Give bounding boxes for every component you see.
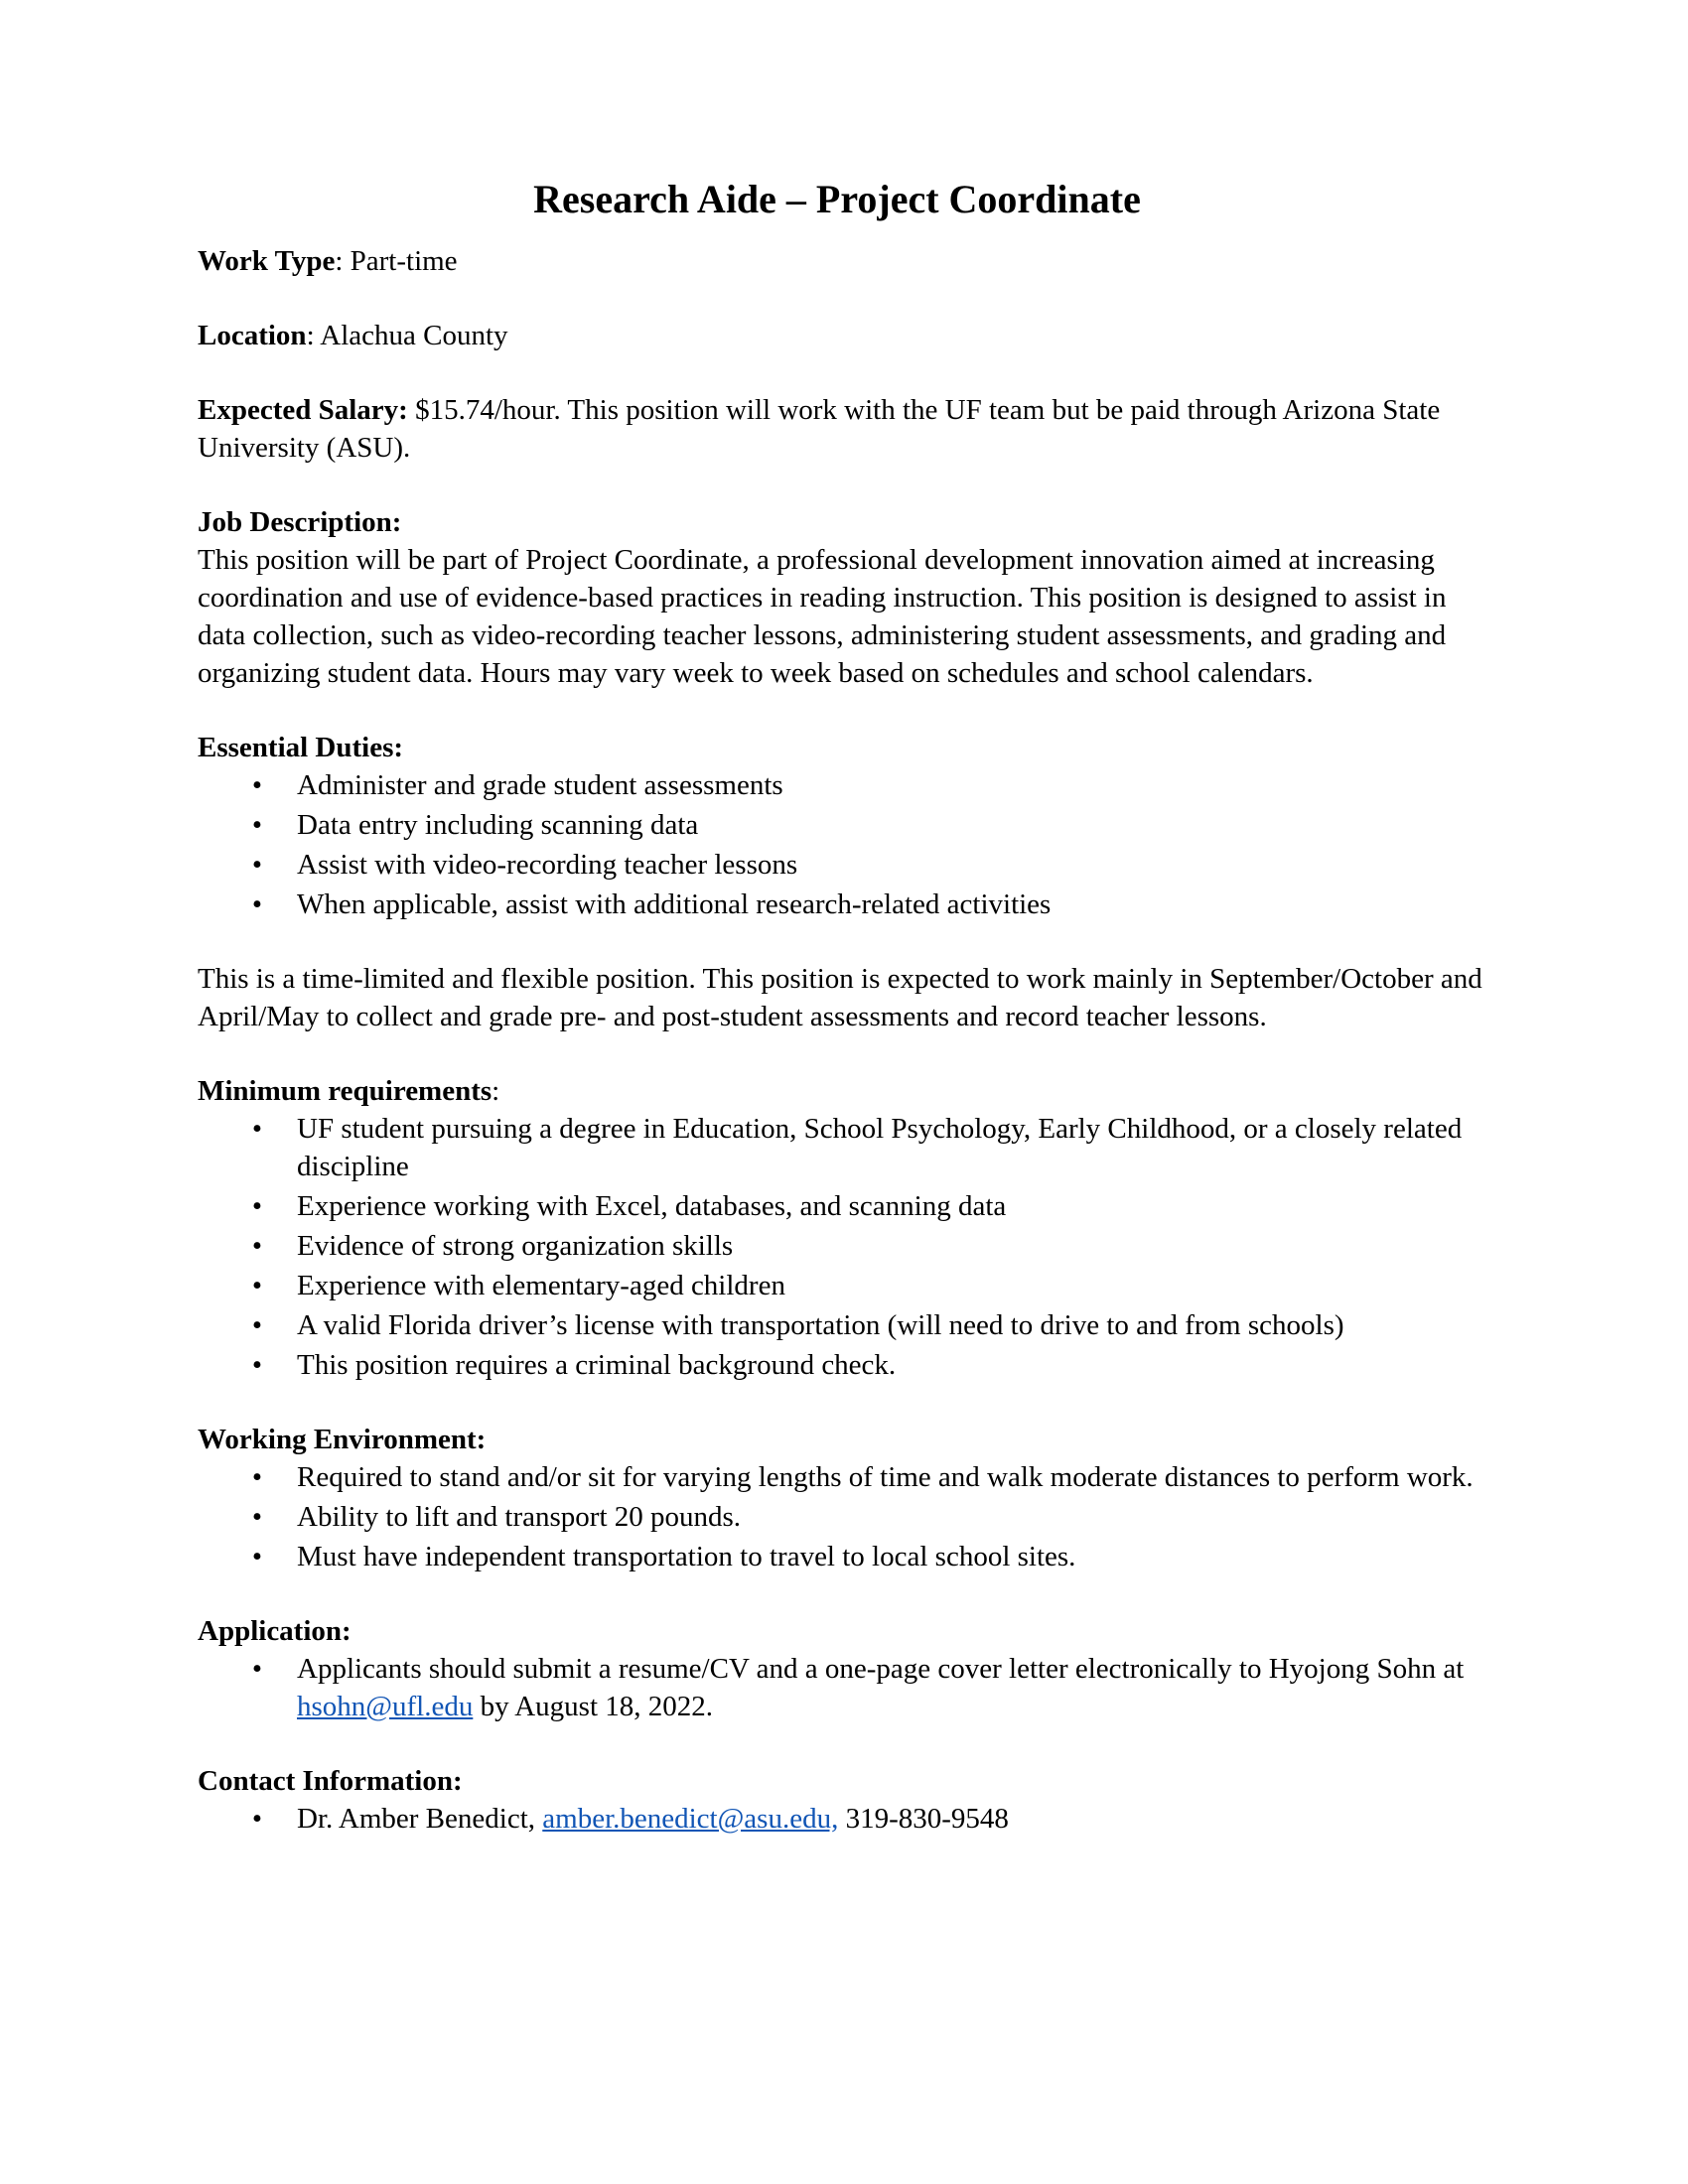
work-type-value: Part-time — [350, 245, 458, 277]
list-item — [198, 1267, 1488, 1304]
bullet-icon: • — [251, 1541, 263, 1572]
time-limited-paragraph: This is a time-limited and flexible position. This position is expected to work mainly in September/October and April/May to collect and grade pre- and post-student assessments and record teacher lessons. — [198, 963, 1482, 1032]
bullet-icon: • — [251, 1309, 263, 1341]
list-item — [198, 1346, 1488, 1384]
list-item — [198, 846, 1488, 884]
list-item — [198, 1538, 1488, 1575]
location-value: Alachua County — [320, 320, 508, 351]
job-description-heading: Job Description: — [198, 506, 402, 538]
bullet-icon: • — [251, 1461, 263, 1493]
list-item — [198, 1458, 1488, 1496]
requirement-text: UF student pursuing a degree in Education, School Psychology, Early Childhood, or a closely related discipline — [297, 1113, 1463, 1182]
list-item — [198, 766, 1488, 804]
requirement-text: This position requires a criminal background check. — [297, 1349, 897, 1381]
location-field — [198, 317, 1488, 354]
environment-text: Must have independent transportation to travel to local school sites. — [297, 1541, 1076, 1572]
salary-label: Expected Salary: — [198, 394, 408, 426]
salary-value: $15.74/hour. This position will work with the UF team but be paid through Arizona State University (ASU). — [198, 394, 1441, 464]
working-environment-list — [198, 1458, 1488, 1575]
bullet-icon: • — [251, 888, 263, 920]
duty-text: Data entry including scanning data — [297, 809, 699, 841]
bullet-icon: • — [251, 1190, 263, 1222]
duty-text: Administer and grade student assessments — [297, 769, 783, 801]
application-text-before: Applicants should submit a resume/CV and a one-page cover letter electronically to Hyojong Sohn at — [297, 1653, 1465, 1685]
contact-phone: 319-830-9548 — [838, 1803, 1009, 1835]
page-title: Research Aide – Project Coordinate — [533, 177, 1141, 221]
minimum-requirements-section — [198, 1072, 1488, 1384]
minimum-requirements-colon: : — [492, 1075, 500, 1107]
essential-duties-list — [198, 766, 1488, 923]
requirement-text: Evidence of strong organization skills — [297, 1230, 734, 1262]
essential-duties-section — [198, 729, 1488, 923]
working-environment-section — [198, 1421, 1488, 1575]
bullet-icon: • — [251, 1230, 263, 1262]
application-list — [198, 1650, 1488, 1725]
environment-text: Required to stand and/or sit for varying lengths of time and walk moderate distances to perform work. — [297, 1461, 1474, 1493]
duty-text: When applicable, assist with additional research-related activities — [297, 888, 1052, 920]
list-item — [198, 1306, 1488, 1344]
job-description-section — [198, 503, 1488, 692]
bullet-icon: • — [251, 1501, 263, 1533]
application-heading: Application: — [198, 1615, 352, 1647]
contact-list — [198, 1800, 1488, 1838]
bullet-icon: • — [251, 1803, 263, 1835]
minimum-requirements-heading: Minimum requirements — [198, 1075, 492, 1107]
list-item — [198, 1110, 1488, 1185]
duty-text: Assist with video-recording teacher lessons — [297, 849, 798, 881]
environment-text: Ability to lift and transport 20 pounds. — [297, 1501, 742, 1533]
salary-field — [198, 391, 1488, 467]
bullet-icon: • — [251, 849, 263, 881]
job-description-text: This position will be part of Project Coordinate, a professional development innovation aimed at increasing coordination and use of evidence-based practices in reading instruction. This position is designed to assist in data collection, such as video-recording teacher lessons, administering student assessments, and grading and organizing student data. Hours may vary week to week based on schedules and school calendars. — [198, 544, 1447, 689]
bullet-icon: • — [251, 809, 263, 841]
document-page — [198, 175, 1488, 1874]
bullet-icon: • — [251, 769, 263, 801]
list-item — [198, 806, 1488, 844]
requirement-text: Experience working with Excel, databases, and scanning data — [297, 1190, 1007, 1222]
contact-email-link[interactable]: amber.benedict@asu.edu, — [542, 1803, 839, 1835]
bullet-icon: • — [251, 1113, 263, 1145]
work-type-field — [198, 242, 1488, 280]
location-colon: : — [306, 320, 321, 351]
contact-name: Dr. Amber Benedict, — [297, 1803, 543, 1835]
contact-section — [198, 1762, 1488, 1838]
location-label: Location — [198, 320, 307, 351]
application-text-after: by August 18, 2022. — [473, 1691, 714, 1722]
work-type-colon: : — [335, 245, 351, 277]
minimum-requirements-list — [198, 1110, 1488, 1384]
contact-heading: Contact Information: — [198, 1765, 463, 1797]
list-item — [198, 886, 1488, 923]
work-type-label: Work Type — [198, 245, 336, 277]
essential-duties-heading: Essential Duties: — [198, 732, 404, 763]
minimum-requirements-heading-row — [198, 1072, 1488, 1110]
requirement-text: Experience with elementary-aged children — [297, 1270, 785, 1301]
list-item — [198, 1498, 1488, 1536]
bullet-icon: • — [251, 1270, 263, 1301]
bullet-icon: • — [251, 1349, 263, 1381]
working-environment-heading: Working Environment: — [198, 1424, 487, 1455]
application-email-link[interactable]: hsohn@ufl.edu — [297, 1691, 474, 1722]
application-section — [198, 1612, 1488, 1725]
list-item — [198, 1800, 1488, 1838]
bullet-icon: • — [251, 1653, 263, 1685]
requirement-text: A valid Florida driver’s license with transportation (will need to drive to and from schools) — [297, 1309, 1344, 1341]
list-item — [198, 1187, 1488, 1225]
list-item — [198, 1650, 1488, 1725]
list-item — [198, 1227, 1488, 1265]
